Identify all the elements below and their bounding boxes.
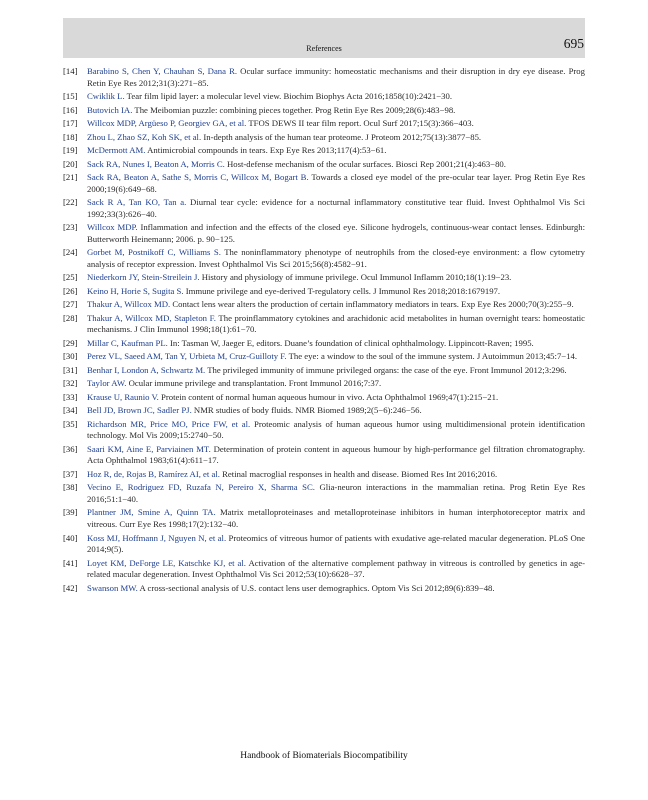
reference-number: [33]: [63, 391, 78, 402]
page-number: 695: [563, 36, 584, 51]
reference-citation: Proteomics of vitreous humor of patients with exudative age-related macular degeneration. PLoS One 2014;9(5).: [87, 532, 585, 555]
reference-authors-link[interactable]: Perez VL, Saeed AM, Tan Y, Urbieta M, Cruz-Guilloty F.: [87, 351, 287, 362]
reference-item: [63, 197, 585, 220]
reference-number: [35]: [63, 418, 78, 429]
reference-item: [63, 444, 585, 467]
reference-authors-link[interactable]: Sack RA, Nunes I, Beaton A, Morris C.: [87, 158, 225, 169]
reference-authors-link[interactable]: Taylor AW.: [87, 378, 127, 389]
reference-citation: Proteomic analysis of human aqueous humor using multidimensional protein identification technology. Mol Vis 2009;15:2740−50.: [87, 418, 585, 441]
reference-item: [63, 247, 585, 270]
reference-citation: Ocular surface immunity: homeostatic mechanisms and their disruption in dry eye disease. Prog Retin Eye Res 2012;31(3):271−85.: [87, 66, 585, 88]
reference-number: [27]: [63, 299, 78, 310]
reference-number: [21]: [63, 171, 78, 182]
reference-citation: Retinal macroglial responses in health and disease. Biomed Res Int 2016;2016.: [219, 468, 498, 479]
reference-citation: The eye: a window to the soul of the immune system. J Autoimmun 2013;45:7−14.: [286, 351, 578, 362]
reference-item: [63, 378, 585, 390]
reference-authors-link[interactable]: Butovich IA.: [87, 104, 133, 115]
reference-number: [22]: [63, 197, 78, 208]
reference-authors-link[interactable]: Swanson MW.: [87, 582, 138, 593]
reference-number: [37]: [63, 468, 78, 479]
reference-authors-link[interactable]: Thakur A, Willcox MD, Stapleton F.: [87, 312, 216, 323]
reference-citation: In-depth analysis of the human tear proteome. J Proteom 2012;75(13):3877−85.: [201, 131, 482, 142]
reference-item: [63, 222, 585, 245]
reference-authors-link[interactable]: Barabino S, Chen Y, Chauhan S, Dana R.: [87, 66, 238, 76]
reference-authors-link[interactable]: Koss MJ, Hoffmann J, Nguyen N, et al.: [87, 532, 227, 543]
reference-item: [63, 507, 585, 530]
reference-authors-link[interactable]: Niederkorn JY, Stein-Streilein J.: [87, 272, 200, 283]
reference-item: [63, 338, 585, 350]
reference-authors-link[interactable]: Millar C, Kaufman PL.: [87, 337, 168, 348]
reference-authors-link[interactable]: Cwiklik L.: [87, 91, 125, 102]
reference-number: [20]: [63, 158, 78, 169]
reference-item: [63, 145, 585, 157]
reference-number: [28]: [63, 312, 78, 323]
reference-citation: TFOS DEWS II tear film report. Ocul Surf 2017;15(3):366−403.: [246, 118, 474, 129]
reference-number: [29]: [63, 337, 78, 348]
reference-authors-link[interactable]: Richardson MR, Price MO, Price FW, et al.: [87, 418, 251, 429]
reference-item: [63, 105, 585, 117]
reference-number: [26]: [63, 285, 78, 296]
reference-citation: Glia-neuron interactions in the mammalian retina. Prog Retin Eye Res 2016;51:1−40.: [87, 482, 586, 504]
reference-authors-link[interactable]: Sack RA, Beaton A, Sathe S, Morris C, Willcox M, Bogart B.: [87, 171, 309, 182]
reference-item: [63, 159, 585, 171]
reference-number: [41]: [63, 557, 78, 568]
reference-citation: The noninflammatory phenotype of neutrophils from the closed-eye environment: a flow cytometry analysis of receptor expression. Invest Ophthalmol Vis Sci 2015;56(8):4582−91.: [87, 247, 585, 269]
reference-number: [25]: [63, 272, 78, 283]
reference-authors-link[interactable]: Krause U, Raunio V.: [87, 391, 159, 402]
reference-item: [63, 482, 585, 505]
reference-authors-link[interactable]: Keino H, Horie S, Sugita S.: [87, 285, 184, 296]
reference-citation: Determination of protein content in aqueous humour by high-performance gel filtration chromatography. Acta Ophthalmol 1983;61(4):611−17.: [87, 443, 586, 466]
reference-citation: Contact lens wear alters the production of certain inflammatory mediators in tears. Exp Eye Res 2000;70(3):255−9.: [170, 299, 574, 310]
running-header: References: [306, 44, 342, 53]
reference-item: [63, 66, 585, 89]
reference-authors-link[interactable]: Thakur A, Willcox MD.: [87, 299, 171, 310]
reference-citation: History and physiology of immune privilege. Ocul Immunol Inflamm 2010;18(1):19−23.: [199, 272, 512, 283]
reference-item: [63, 419, 585, 442]
reference-authors-link[interactable]: Hoz R, de, Rojas B, Ramírez AI, et al.: [87, 468, 220, 479]
reference-number: [15]: [63, 91, 78, 102]
reference-item: [63, 469, 585, 481]
reference-number: [39]: [63, 507, 78, 518]
reference-citation: The proinflammatory cytokines and arachidonic acid metabolites in human overnight tears: homeostatic mechanisms. J Clin Immunol 1998;18(1):61−70.: [87, 312, 586, 335]
reference-item: [63, 313, 585, 336]
reference-citation: Inflammation and infection and the effects of the closed eye. Silicone hydrogels, continuous-wear contact lenses. Edinburgh: Butterworth Heinemann; 2006. p. 90−125.: [87, 222, 585, 244]
reference-item: [63, 91, 585, 103]
reference-citation: NMR studies of body fluids. NMR Biomed 1989;2(5−6):246−56.: [191, 405, 422, 416]
reference-citation: Tear film lipid layer: a molecular level view. Biochim Biophys Acta 2016;1858(10):2421−30.: [124, 91, 453, 102]
reference-number: [19]: [63, 145, 78, 156]
reference-citation: In: Tasman W, Jaeger E, editors. Duane’s foundation of clinical ophthalmology. Lippincott-Raven; 1995.: [167, 337, 534, 348]
reference-authors-link[interactable]: Vecino E, Rodriguez FD, Ruzafa N, Pereiro X, Sharma SC.: [87, 482, 315, 493]
reference-citation: The privileged immunity of immune privileged organs: the case of the eye. Front Immunol 2012;3:296.: [205, 364, 567, 375]
reference-item: [63, 583, 585, 595]
reference-citation: Immune privilege and eye-derived T-regulatory cells. J Immunol Res 2018;2018:1679197.: [183, 285, 501, 296]
reference-number: [18]: [63, 131, 78, 142]
reference-authors-link[interactable]: Saari KM, Aine E, Parviainen MT.: [87, 443, 211, 454]
reference-number: [14]: [63, 66, 78, 76]
reference-number: [24]: [63, 247, 78, 258]
reference-citation: The Meibomian puzzle: combining pieces together. Prog Retin Eye Res 2009;28(6):483−98.: [132, 104, 456, 115]
reference-authors-link[interactable]: Sack R A, Tan KO, Tan a.: [87, 197, 187, 208]
reference-item: [63, 405, 585, 417]
reference-authors-link[interactable]: Loyet KM, DeForge LE, Katschke KJ, et al.: [87, 557, 246, 568]
reference-item: [63, 172, 585, 195]
reference-item: [63, 272, 585, 284]
reference-item: [63, 533, 585, 556]
reference-number: [36]: [63, 443, 78, 454]
reference-authors-link[interactable]: McDermott AM.: [87, 145, 146, 156]
reference-citation: Activation of the alternative complement pathway in vitreous is controlled by genetics in age-related macular degeneration. Invest Ophthalmol Vis Sci 2012;53(10):6628−37.: [87, 557, 585, 580]
reference-number: [32]: [63, 378, 78, 389]
reference-citation: Diurnal tear cycle: evidence for a nocturnal inflammatory constitutive tear fluid. Invest Ophthalmol Vis Sci 1992;33(3):626−40.: [87, 197, 585, 219]
reference-authors-link[interactable]: Plantner JM, Smine A, Quinn TA.: [87, 507, 216, 518]
reference-authors-link[interactable]: Benhar I, London A, Schwartz M.: [87, 364, 206, 375]
reference-citation: Protein content of normal human aqueous humour in vivo. Acta Ophthalmol 1969;47(1):215−21.: [158, 391, 499, 402]
reference-number: [34]: [63, 405, 78, 416]
reference-authors-link[interactable]: Willcox MDP, Argüeso P, Georgiev GA, et al.: [87, 118, 247, 129]
reference-number: [30]: [63, 351, 78, 362]
reference-item: [63, 118, 585, 130]
reference-citation: Host-defense mechanism of the ocular surfaces. Biosci Rep 2001;21(4):463−80.: [224, 158, 506, 169]
reference-number: [31]: [63, 364, 78, 375]
reference-item: [63, 392, 585, 404]
reference-authors-link[interactable]: Willcox MDP.: [87, 222, 138, 233]
reference-item: [63, 299, 585, 311]
reference-number: [40]: [63, 532, 78, 543]
reference-citation: Antimicrobial compounds in tears. Exp Eye Res 2013;117(4):53−61.: [145, 145, 387, 156]
reference-citation: Matrix metalloproteinases and metalloproteinase inhibitors in human interphotoreceptor matrix and vitreous. Curr Eye Res 1998;17(2):132−40.: [87, 507, 586, 530]
reference-authors-link[interactable]: Bell JD, Brown JC, Sadler PJ.: [87, 405, 192, 416]
reference-authors-link[interactable]: Gorbet M, Postnikoff C, Williams S.: [87, 247, 221, 258]
reference-citation: A cross-sectional analysis of U.S. contact lens user demographics. Optom Vis Sci 2012;89(6):839−48.: [137, 582, 495, 593]
book-title-footer: Handbook of Biomaterials Biocompatibility: [240, 751, 408, 761]
reference-citation: Ocular immune privilege and transplantation. Front Immunol 2016;7:37.: [126, 378, 382, 389]
reference-item: [63, 132, 585, 144]
reference-number: [38]: [63, 482, 78, 493]
reference-item: [63, 558, 585, 581]
reference-item: [63, 365, 585, 377]
reference-number: [42]: [63, 582, 78, 593]
reference-list: [63, 66, 585, 596]
reference-citation: Towards a closed eye model of the pre-ocular tear layer. Prog Retin Eye Res 2000;19(6):649−68.: [87, 171, 586, 194]
reference-item: [63, 351, 585, 363]
reference-item: [63, 286, 585, 298]
reference-number: [23]: [63, 222, 78, 233]
reference-number: [16]: [63, 104, 78, 115]
reference-authors-link[interactable]: Zhou L, Zhao SZ, Koh SK, et al.: [87, 131, 202, 142]
reference-number: [17]: [63, 118, 78, 129]
